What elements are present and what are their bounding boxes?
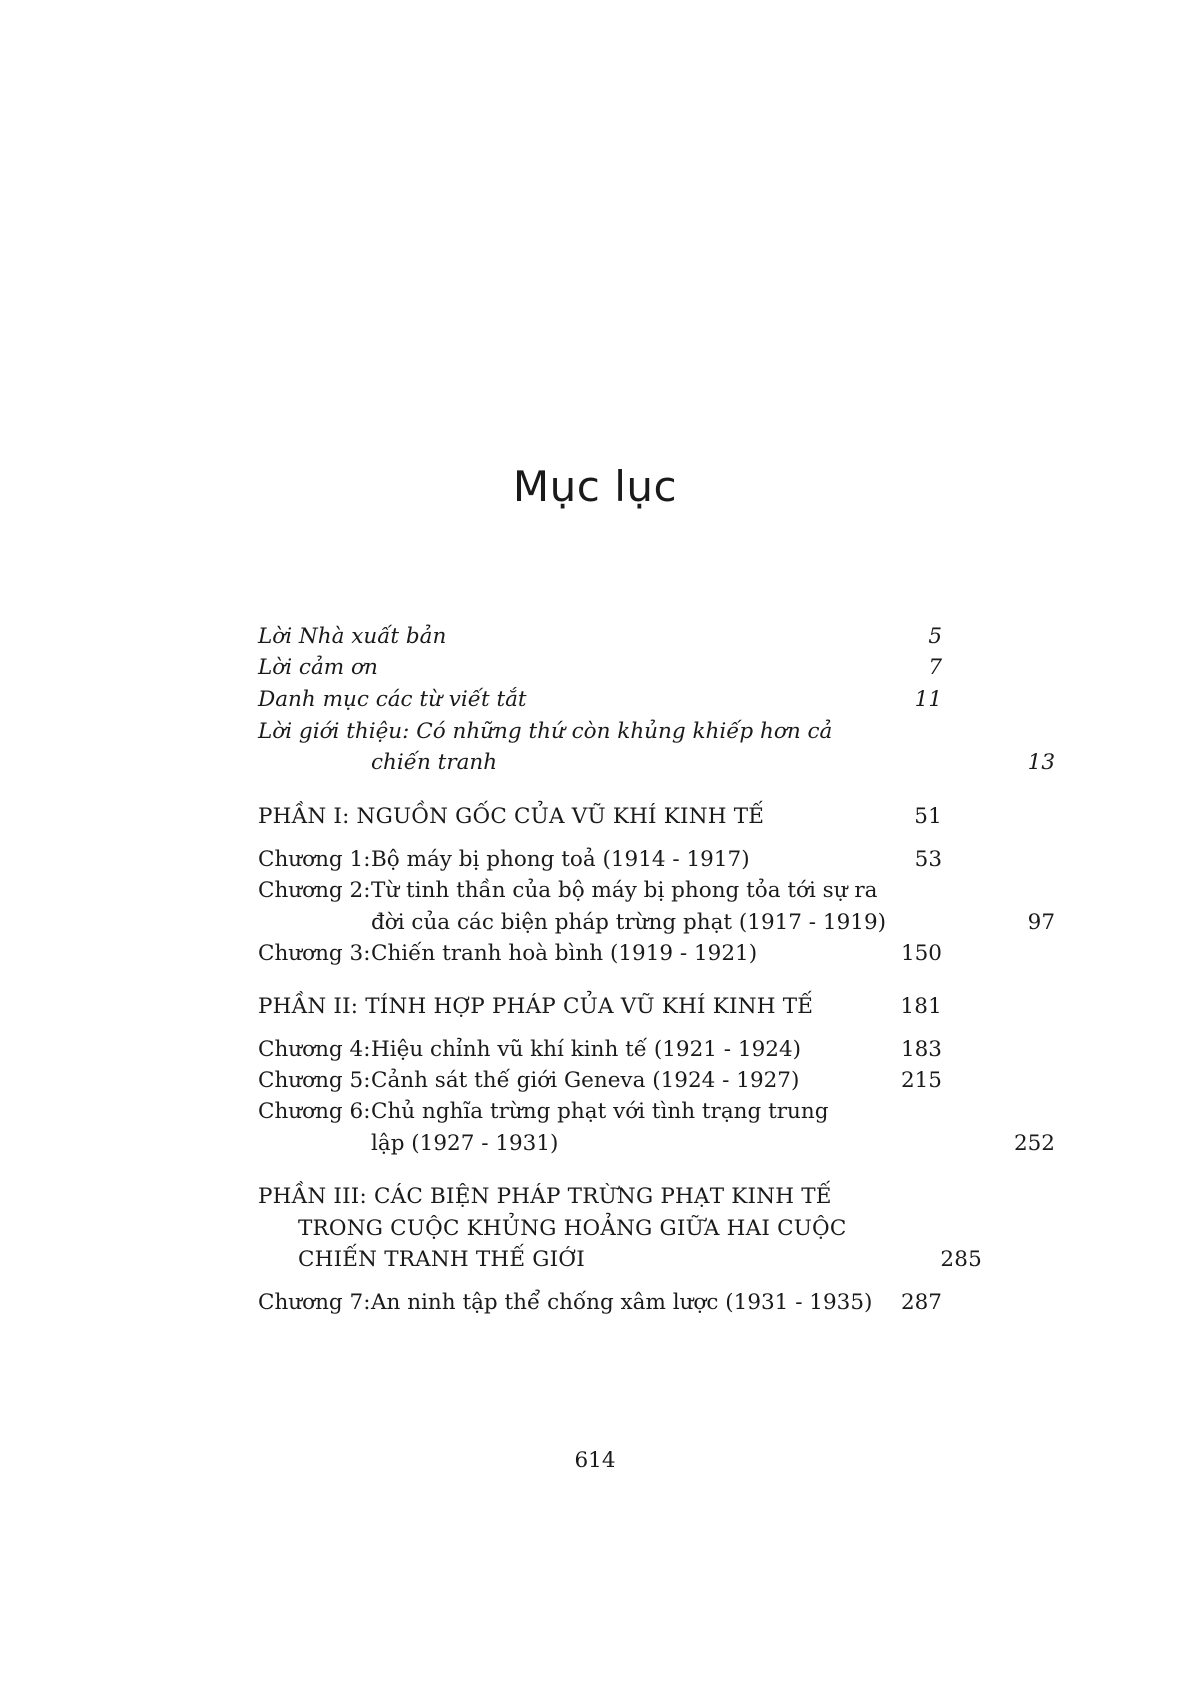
toc-entry-title: Lời giới thiệu: Có những thứ còn khủng khiếp hơn cả (258, 719, 833, 744)
toc-entry-acknowledgements[interactable] (258, 652, 942, 684)
toc-entry-page: 11 (914, 687, 942, 712)
toc-part-1[interactable] (258, 801, 942, 833)
toc-entry-page: 13 (1027, 750, 1055, 775)
chapter-label: Chương 3: (258, 941, 371, 966)
toc-part-3-cont-2[interactable] (258, 1244, 982, 1276)
toc-chapter-7[interactable] (258, 1287, 942, 1319)
toc-part-2[interactable] (258, 991, 942, 1023)
toc-entry-page: 5 (928, 624, 942, 649)
chapter-label: Chương 7: (258, 1290, 371, 1315)
toc-entry-page: 181 (900, 994, 942, 1019)
chapter-label: Chương 5: (258, 1068, 371, 1093)
toc-part-title: PHẦN II: TÍNH HỢP PHÁP CỦA VŨ KHÍ KINH TẾ (258, 994, 814, 1019)
toc-part-3[interactable] (258, 1181, 942, 1213)
toc-entry-title: Danh mục các từ viết tắt (258, 687, 527, 712)
toc-entry-page: 7 (928, 655, 942, 680)
toc-entry-page: 183 (900, 1037, 942, 1062)
page-title: Mục lục (512, 462, 678, 511)
chapter-label: Chương 6: (258, 1099, 371, 1124)
toc-entry-page: 51 (914, 804, 942, 829)
chapter-label: Chương 4: (258, 1037, 371, 1062)
toc-entry-title: Lời Nhà xuất bản (258, 624, 447, 649)
toc-entry-title: Lời cảm ơn (258, 655, 378, 680)
toc-chapter-1[interactable] (258, 844, 942, 876)
toc-entry-page: 287 (900, 1290, 942, 1315)
toc-entry-title: Chủ nghĩa trừng phạt với tình trạng trung (371, 1099, 829, 1124)
chapter-label: Chương 1: (258, 847, 371, 872)
toc-entry-page: 215 (900, 1068, 942, 1093)
toc-part-title: CHIẾN TRANH THẾ GIỚI (298, 1247, 585, 1272)
chapter-label: Chương 2: (258, 878, 371, 903)
toc-entry-title: Từ tinh thần của bộ máy bị phong tỏa tới sự ra (371, 878, 878, 903)
toc-entry-introduction-cont[interactable] (258, 747, 1055, 779)
toc-entry-title: An ninh tập thể chống xâm lược (1931 - 1935) (371, 1290, 873, 1315)
toc-part-title: PHẦN I: NGUỒN GỐC CỦA VŨ KHÍ KINH TẾ (258, 804, 765, 829)
toc-entry-title: Cảnh sát thế giới Geneva (1924 - 1927) (371, 1068, 800, 1093)
toc-chapter-4[interactable] (258, 1034, 942, 1066)
toc-part-title: TRONG CUỘC KHỦNG HOẢNG GIỮA HAI CUỘC (298, 1216, 847, 1241)
toc-entry-title: đời của các biện pháp trừng phạt (1917 - 1919) (371, 910, 887, 935)
page-number: 614 (574, 1448, 616, 1473)
toc-entry-title: chiến tranh (371, 750, 498, 775)
toc-chapter-2-cont[interactable] (258, 907, 1055, 939)
toc-entry-page: 97 (1027, 910, 1055, 935)
toc-entry-title: Bộ máy bị phong toả (1914 - 1917) (371, 847, 750, 872)
toc-entry-page: 285 (940, 1247, 982, 1272)
toc-entry-title: lập (1927 - 1931) (371, 1131, 559, 1156)
toc-entry-page: 53 (914, 847, 942, 872)
toc-chapter-6[interactable] (258, 1096, 942, 1128)
toc-chapter-3[interactable] (258, 938, 942, 970)
toc-entry-abbreviations[interactable] (258, 684, 942, 716)
toc-entry-title: Chiến tranh hoà bình (1919 - 1921) (371, 941, 758, 966)
toc-entry-page: 252 (1013, 1131, 1055, 1156)
toc-chapter-2[interactable] (258, 875, 942, 907)
toc-entry-page: 150 (900, 941, 942, 966)
toc-chapter-6-cont[interactable] (258, 1128, 1055, 1160)
toc-entry-publisher-note[interactable] (258, 621, 942, 653)
toc-entry-title: Hiệu chỉnh vũ khí kinh tế (1921 - 1924) (371, 1037, 802, 1062)
toc-part-3-cont[interactable] (258, 1213, 982, 1245)
toc-part-title: PHẦN III: CÁC BIỆN PHÁP TRỪNG PHẠT KINH TẾ (258, 1184, 832, 1209)
toc-entry-introduction[interactable] (258, 716, 942, 748)
toc-chapter-5[interactable] (258, 1065, 942, 1097)
